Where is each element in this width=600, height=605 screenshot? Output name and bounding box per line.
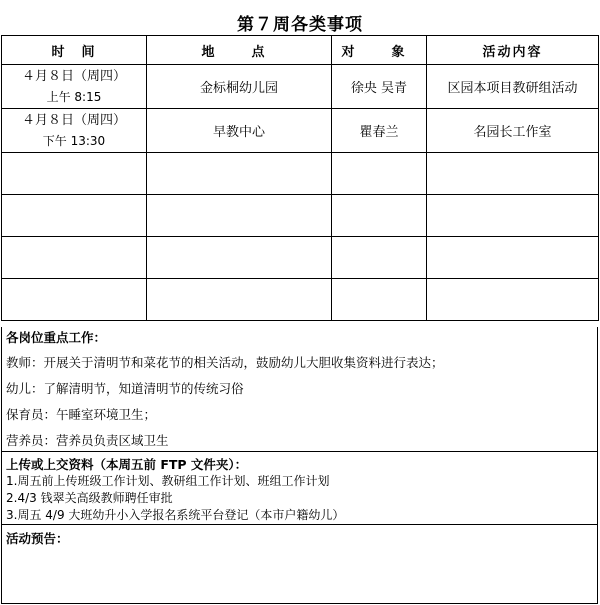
- empty-row: [2, 195, 599, 237]
- schedule-table: [1, 35, 599, 321]
- empty-cell: [2, 237, 147, 279]
- upload-item: 3.周五 4/9 大班幼升小入学报名系统平台登记（本市户籍幼儿）: [6, 508, 345, 522]
- place-cell: 早教中心: [147, 109, 332, 153]
- empty-cell: [427, 195, 599, 237]
- time-clock: 下午 13:30: [42, 133, 106, 148]
- key-work-nutrition: 营养员：营养员负责区域卫生: [6, 433, 169, 448]
- place-cell: 金标桐幼儿园: [147, 65, 332, 109]
- page-title: 第７周各类事项: [237, 15, 363, 35]
- content-cell: 名园长工作室: [427, 109, 599, 153]
- upload-item: 1.周五前上传班级工作计划、教研组工作计划、班组工作计划: [6, 474, 330, 488]
- target-cell: 徐央 吴青: [332, 65, 427, 109]
- empty-cell: [332, 153, 427, 195]
- table-row: [2, 109, 599, 153]
- key-work-children: 幼儿：了解清明节，知道清明节的传统习俗: [6, 381, 244, 396]
- empty-cell: [2, 195, 147, 237]
- header-time: 时 间: [2, 36, 147, 65]
- key-work-teacher: 教师：开展关于清明节和菜花节的相关活动，鼓励幼儿大胆收集资料进行表达；: [6, 355, 444, 370]
- empty-row: [2, 153, 599, 195]
- empty-cell: [332, 237, 427, 279]
- key-work-section: [1, 327, 598, 452]
- empty-cell: [147, 237, 332, 279]
- header-place: 地 点: [147, 36, 332, 65]
- time-clock: 上午 8:15: [46, 89, 102, 104]
- time-date: ４月８日（周四）: [21, 68, 126, 84]
- upload-title: 上传或上交资料（本周五前 FTP 文件夹）：: [6, 457, 248, 472]
- empty-cell: [147, 195, 332, 237]
- preview-title: 活动预告：: [6, 531, 69, 546]
- empty-cell: [2, 153, 147, 195]
- empty-cell: [147, 279, 332, 321]
- header-target: 对 象: [332, 36, 427, 65]
- content-cell: 区园本项目教研组活动: [427, 65, 599, 109]
- empty-row: [2, 237, 599, 279]
- table-row: [2, 65, 599, 109]
- empty-cell: [147, 153, 332, 195]
- empty-row: [2, 279, 599, 321]
- empty-cell: [427, 279, 599, 321]
- time-cell: [2, 109, 147, 153]
- empty-cell: [427, 237, 599, 279]
- empty-cell: [2, 279, 147, 321]
- table-header-row: [2, 36, 599, 65]
- empty-cell: [332, 279, 427, 321]
- time-date: ４月８日（周四）: [21, 112, 126, 128]
- upload-item: 2.4/3 钱翠关高级教师聘任审批: [6, 491, 173, 505]
- header-content: 活动内容: [427, 36, 599, 65]
- target-cell: 瞿春兰: [332, 109, 427, 153]
- empty-cell: [427, 153, 599, 195]
- time-cell: [2, 65, 147, 109]
- empty-cell: [332, 195, 427, 237]
- upload-section: [1, 452, 598, 525]
- key-work-caregiver: 保育员：午睡室环境卫生；: [6, 407, 157, 422]
- preview-section: [1, 525, 598, 604]
- key-work-title: 各岗位重点工作：: [6, 330, 107, 345]
